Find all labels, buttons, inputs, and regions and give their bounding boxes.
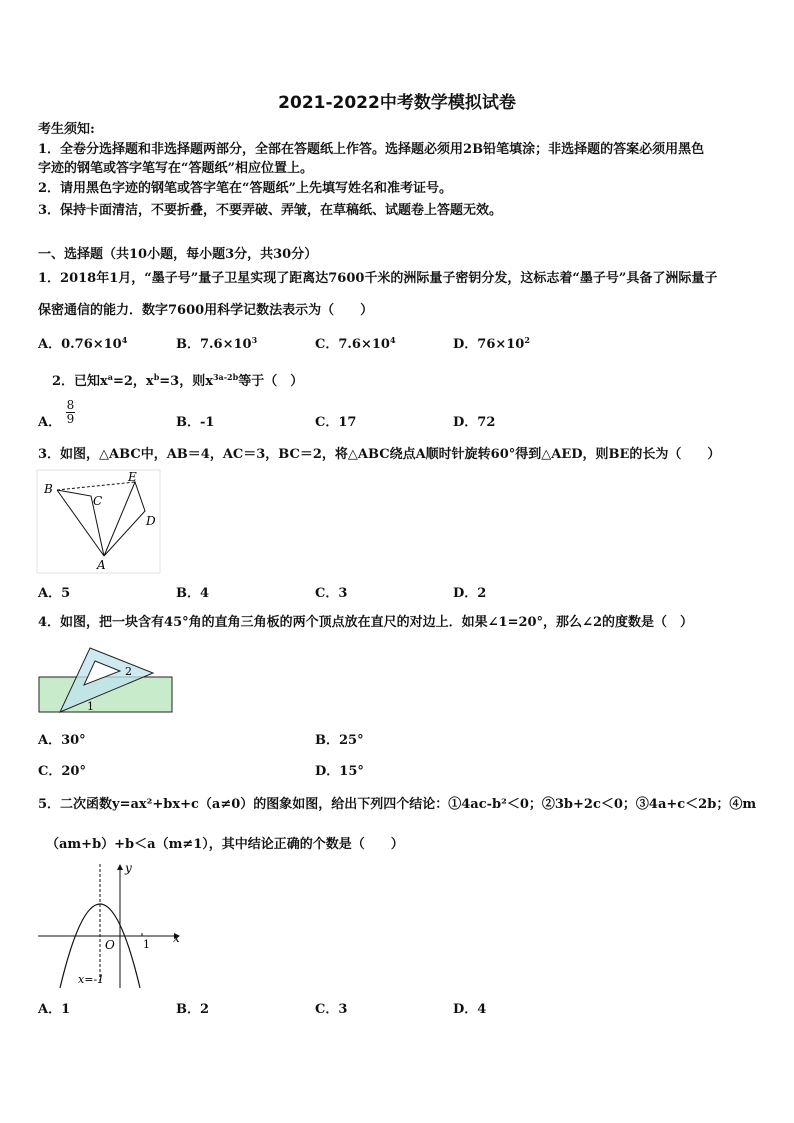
q2-stem: 2．已知$x^a=2$，$x^b=3$，则$x^{3a-2b}$等于（ ）: [52, 372, 304, 389]
q5-parabola-figure: [36, 860, 196, 990]
label-a: A: [97, 558, 106, 572]
q2-fraction: $\frac{8}{9}$: [66, 398, 75, 426]
q5-stem-line-2: （am+b）+b＜a（m≠1），其中结论正确的个数是（ ）: [46, 837, 404, 852]
angle-1-label: 1: [87, 700, 94, 713]
q5-stem-line-1: 5．二次函数y=ax²+bx+c（a≠0）的图象如图，给出下列四个结论：①4ac-b²＜0；②3b+2c＜0；③4a+c＜2b；④m: [38, 797, 757, 812]
label-c: C: [93, 494, 103, 508]
symmetry-axis-label: x=-1: [78, 973, 105, 986]
notice-line-3: 2．请用黑色字迹的钢笔或答字笔在“答题纸”上先填写姓名和准考证号。: [38, 181, 453, 196]
q3-option-a: A．5: [38, 586, 71, 601]
q3-option-c: C．3: [315, 586, 348, 601]
label-d: D: [146, 514, 156, 528]
q3-triangle-figure: [37, 470, 162, 575]
q1-stem-line-2: 保密通信的能力．数字7600用科学记数法表示为（ ）: [38, 303, 374, 318]
exam-title: 2021-2022中考数学模拟试卷: [278, 93, 516, 113]
q3-option-d: D．2: [453, 586, 487, 601]
q5-option-a: A．1: [38, 1002, 71, 1017]
q4-option-d: D．15°: [315, 764, 364, 779]
q1-stem-line-1: 1．2018年1月，“墨子号”量子卫星实现了距离达7600千米的洲际量子密钥分发，这标志着“墨子号”具备了洲际量子: [38, 271, 718, 286]
section-heading: 一、选择题（共10小题，每小题3分，共30分）: [38, 247, 318, 262]
x-axis-label: x: [173, 931, 180, 945]
q4-stem: 4．如图，把一块含有45°角的直角三角板的两个顶点放在直尺的对边上．如果∠1=20°，那么∠2的度数是（ ）: [38, 615, 693, 630]
label-e: E: [128, 470, 137, 484]
q3-option-b: B．4: [176, 586, 210, 601]
q2-option-a: A． $\frac{8}{9}$: [38, 398, 75, 430]
q2-option-c: C．17: [315, 415, 357, 430]
q1-option-a: A．$0.76\times 10^4$: [38, 335, 128, 352]
q5-option-b: B．2: [176, 1002, 210, 1017]
q1-option-c: C．$7.6\times 10^4$: [315, 335, 396, 352]
q1-option-b: B．$7.6\times 10^3$: [176, 335, 258, 352]
q4-option-c: C．20°: [38, 764, 86, 779]
q5-option-d: D．4: [453, 1002, 487, 1017]
q4-option-a: A．30°: [38, 733, 86, 748]
q1-option-d: D．$76\times 10^2$: [453, 335, 530, 352]
q4-ruler-triangle-figure: [38, 644, 178, 714]
notice-heading: 考生须知:: [38, 122, 95, 137]
q4-option-b: B．25°: [315, 733, 364, 748]
notice-line-4: 3．保持卡面清洁，不要折叠，不要弄破、弄皱，在草稿纸、试题卷上答题无效。: [38, 203, 503, 218]
origin-label: O: [105, 938, 115, 952]
notice-line-1: 1．全卷分选择题和非选择题两部分，全部在答题纸上作答。选择题必须用2B铅笔填涂；非选择题的答案必须用黑色: [38, 142, 705, 157]
q2-option-b: B．-1: [176, 415, 215, 430]
q3-stem: 3．如图，△ABC中，AB＝4，AC＝3，BC＝2，将△ABC绕点A顺时针旋转60°得到△AED，则BE的长为（ ）: [38, 447, 721, 462]
y-axis-label: y: [125, 861, 132, 875]
q2-option-d: D．72: [453, 415, 496, 430]
q5-option-c: C．3: [315, 1002, 348, 1017]
notice-line-2: 字迹的钢笔或答字笔写在“答题纸”相应位置上。: [38, 161, 313, 176]
tick-1-label: 1: [143, 938, 150, 951]
angle-2-label: 2: [125, 665, 132, 678]
label-b: B: [44, 482, 53, 496]
